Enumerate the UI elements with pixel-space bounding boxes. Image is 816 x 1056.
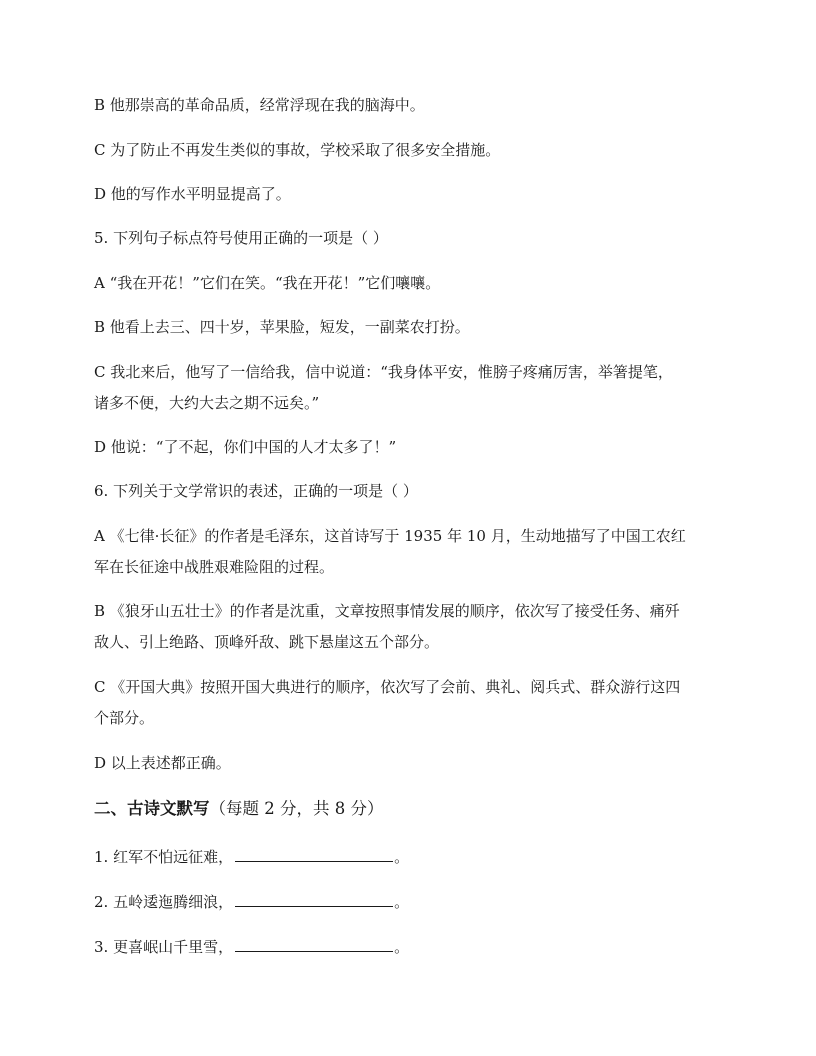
recitation-item-2 [94, 891, 734, 912]
q4-option-d: D 他的写作水平明显提高了。 [94, 185, 291, 203]
recitation-prompt: 3. 更喜岷山千里雪， [94, 938, 234, 956]
q5-option-a: A “我在开花！”它们在笑。“我在开花！”它们嚷嚷。 [94, 274, 441, 292]
answer-blank[interactable] [235, 936, 393, 952]
q5-option-c-line1: C 我北来后，他写了一信给我，信中说道：“我身体平安，惟膀子疼痛厉害，举箸提笔， [94, 363, 673, 381]
recitation-prompt: 2. 五岭逶迤腾细浪， [94, 893, 234, 911]
q6-option-a-line1: A 《七律·长征》的作者是毛泽东，这首诗写于 1935 年 10 月，生动地描写了中国工农红 [94, 527, 686, 545]
q5-option-b: B 他看上去三、四十岁，苹果脸，短发，一副菜农打扮。 [94, 318, 470, 336]
q5-stem: 5. 下列句子标点符号使用正确的一项是（ ） [94, 229, 388, 247]
q5-option-d: D 他说：“了不起，你们中国的人才太多了！” [94, 438, 397, 456]
recitation-item-1 [94, 846, 734, 867]
recitation-end-mark: 。 [394, 848, 410, 866]
recitation-end-mark: 。 [394, 938, 410, 956]
q6-option-c-line1: C 《开国大典》按照开国大典进行的顺序，依次写了会前、典礼、阅兵式、群众游行这四 [94, 678, 681, 696]
q5-option-c-line2: 诸多不便，大约大去之期不远矣。” [94, 394, 320, 412]
answer-blank[interactable] [235, 891, 393, 907]
answer-blank[interactable] [235, 846, 393, 862]
section-score-note: （每题 2 分，共 8 分） [209, 799, 384, 818]
q4-option-b: B 他那崇高的革命品质，经常浮现在我的脑海中。 [94, 96, 425, 114]
q6-option-c-line2: 个部分。 [94, 709, 155, 727]
q6-stem: 6. 下列关于文学常识的表述，正确的一项是（ ） [94, 482, 418, 500]
q6-option-a-line2: 军在长征途中战胜艰难险阻的过程。 [94, 558, 335, 576]
recitation-prompt: 1. 红军不怕远征难， [94, 848, 234, 866]
recitation-item-3 [94, 936, 734, 957]
q4-option-c: C 为了防止不再发生类似的事故，学校采取了很多安全措施。 [94, 141, 501, 159]
recitation-end-mark: 。 [394, 893, 410, 911]
section-heading [94, 798, 383, 820]
q6-option-b-line1: B 《狼牙山五壮士》的作者是沈重，文章按照事情发展的顺序，依次写了接受任务、痛歼 [94, 602, 680, 620]
q6-option-d: D 以上表述都正确。 [94, 754, 231, 772]
q6-option-b-line2: 敌人、引上绝路、顶峰歼敌、跳下悬崖这五个部分。 [94, 633, 440, 651]
section-title: 二、古诗文默写 [94, 799, 210, 818]
